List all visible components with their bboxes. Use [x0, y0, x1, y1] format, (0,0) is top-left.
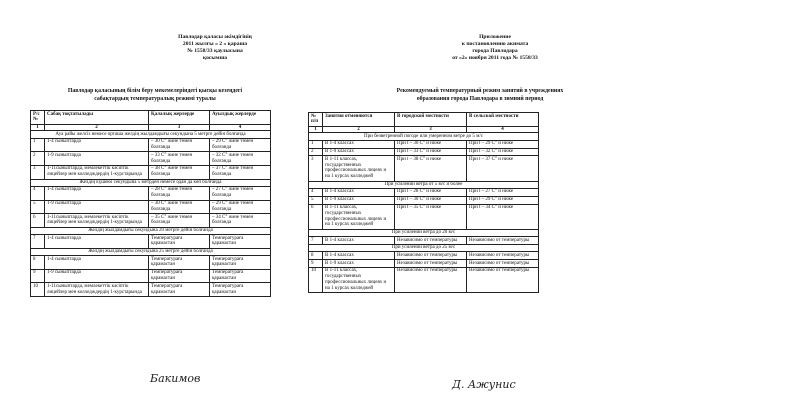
grade-group: 1-4 сыныптарда: [45, 186, 149, 200]
city-threshold: Температураға қарамастан: [149, 269, 210, 283]
section-row: [309, 181, 539, 188]
header-row: [309, 113, 539, 127]
row-number: 4: [31, 186, 45, 200]
column-number: 3: [395, 126, 467, 133]
column-number: 2: [45, 124, 149, 131]
rural-threshold: Независимо от температуры: [467, 237, 539, 245]
ru-header-line: города Павлодара: [472, 48, 518, 54]
grade-group: В 1-4 классах: [323, 188, 395, 196]
column-header: № п/п: [309, 113, 323, 127]
rural-threshold: Температураға қарамастан: [210, 283, 271, 297]
section-row: [31, 179, 271, 186]
column-number-row: [309, 126, 539, 133]
grade-group: В 1-4 классах: [323, 252, 395, 260]
city-threshold: – 30 С° және төмен болғанда: [149, 200, 210, 214]
rural-threshold: – 32 С° және төмен болғанда: [210, 152, 271, 166]
section-title: Желдің жылдамдығы секундына 20 метрге дейін болғанда: [31, 227, 271, 234]
row-number: 9: [309, 260, 323, 268]
row-number: 8: [309, 252, 323, 260]
grade-group: В 1-9 классах: [323, 148, 395, 156]
kz-header-line: 2011 жылғы « 2 » қараша: [182, 41, 248, 47]
column-number: 3: [149, 124, 210, 131]
grade-group: В 1-9 классах: [323, 196, 395, 204]
rural-threshold: При t – 29 С° и ниже: [467, 196, 539, 204]
city-threshold: Температураға қарамастан: [149, 256, 210, 270]
column-number: 2: [323, 126, 395, 133]
city-threshold: Независимо от температуры: [395, 260, 467, 268]
table-row: [31, 256, 271, 270]
section-row: [309, 244, 539, 251]
section-title: Желдің жылдамдығы секундына 25 метрге дейін болғанда: [31, 248, 271, 255]
grade-group: 1-11сыныптарда, мемлекеттік кәсіптік лицейлер мен колледждердің 1-курстарында: [45, 283, 149, 297]
table-row: [309, 204, 539, 229]
rural-threshold: – 37 С° және төмен болғанда: [210, 165, 271, 179]
city-threshold: При t – 33 С° и ниже: [395, 148, 467, 156]
row-number: 6: [31, 214, 45, 228]
section-row: [309, 229, 539, 236]
ru-signature: Д. Ажунис: [452, 378, 516, 391]
column-number: 1: [309, 126, 323, 133]
row-number: 2: [31, 152, 45, 166]
column-number: 1: [31, 124, 45, 131]
city-threshold: – 35 С° және төмен болғанда: [149, 214, 210, 228]
column-number: 4: [467, 126, 539, 133]
kz-temperature-table: [30, 110, 271, 297]
rural-threshold: Независимо от температуры: [467, 267, 539, 292]
ru-header-line: Приложение: [479, 34, 511, 40]
city-threshold: При t – 38 С° и ниже: [395, 156, 467, 181]
city-threshold: При t – 28 С° и ниже: [395, 188, 467, 196]
table-row: [31, 283, 271, 297]
table-row: [31, 186, 271, 200]
rural-threshold: Температураға қарамастан: [210, 235, 271, 249]
kz-appendix-header: [150, 34, 280, 62]
row-number: 5: [31, 200, 45, 214]
column-number-row: [31, 124, 271, 131]
city-threshold: Независимо от температуры: [395, 237, 467, 245]
ru-document-title: Рекомендуемый температурный режим занятий в учреждениях образования города Павлодара в зимний период: [396, 88, 564, 102]
row-number: 6: [309, 204, 323, 229]
table-row: [309, 252, 539, 260]
column-header: Занятия отменяются: [323, 113, 395, 127]
kz-header-line: Павлодар қаласы әкімдігінің: [178, 34, 252, 40]
grade-group: 1-9 сыныптарда: [45, 269, 149, 283]
table-row: [309, 156, 539, 181]
section-title: Желдің күшеюі секундына 5 метрден немесе одан да көп болғанда: [31, 179, 271, 186]
table-row: [309, 267, 539, 292]
city-threshold: – 38 С° және төмен болғанда: [149, 165, 210, 179]
ru-header-line: к постановлению акимата: [461, 41, 529, 47]
rural-threshold: При t – 34 С° и ниже: [467, 204, 539, 229]
row-number: 1: [309, 140, 323, 148]
section-title: При безветренной погоде или умеренном ветре до 5 м/с: [309, 133, 539, 140]
row-number: 1: [31, 138, 45, 152]
grade-group: В 1-11 классах, государственных профессиональных лицеях и на 1 курсах колледжей: [323, 156, 395, 181]
row-number: 9: [31, 269, 45, 283]
row-number: 3: [309, 156, 323, 181]
grade-group: В 1-4 классах: [323, 237, 395, 245]
section-row: [309, 133, 539, 140]
city-threshold: Независимо от температуры: [395, 252, 467, 260]
row-number: 4: [309, 188, 323, 196]
grade-group: 1-4 сыныптарда: [45, 256, 149, 270]
grade-group: В 1-4 классах: [323, 140, 395, 148]
table-row: [309, 237, 539, 245]
rural-threshold: Независимо от температуры: [467, 252, 539, 260]
kz-document-title: Павлодар қаласының білім беру мекемелеріндегі қысқы кезеңдегі сабақтардың температуралық режимі туралы: [67, 88, 243, 102]
ru-appendix-header: [420, 34, 570, 62]
rural-threshold: При t – 32 С° и ниже: [467, 148, 539, 156]
table-row: [31, 152, 271, 166]
column-header: В городской местности: [395, 113, 467, 127]
city-threshold: При t – 35 С° и ниже: [395, 204, 467, 229]
table-row: [309, 260, 539, 268]
rural-threshold: Температураға қарамастан: [210, 256, 271, 270]
column-header: Ауылдық жерлерде: [210, 111, 271, 125]
city-threshold: Независимо от температуры: [395, 267, 467, 292]
rural-threshold: При t – 37 С° и ниже: [467, 156, 539, 181]
section-title: При усилении ветра до 25 м/с: [309, 244, 539, 251]
grade-group: 1-4 сыныптарда: [45, 235, 149, 249]
header-row: [31, 111, 271, 125]
table-row: [31, 235, 271, 249]
row-number: 7: [31, 235, 45, 249]
city-threshold: – 28 С° және төмен болғанда: [149, 186, 210, 200]
table-row: [309, 196, 539, 204]
column-header: В сельской местности: [467, 113, 539, 127]
grade-group: В 1-11 классах, государственных профессиональных лицеях и на 1 курсах колледжей: [323, 267, 395, 292]
column-header: Сабақ тоқтатылады: [45, 111, 149, 125]
column-header: Қалалық жерлерде: [149, 111, 210, 125]
rural-threshold: При t – 27 С° и ниже: [467, 188, 539, 196]
table-row: [31, 138, 271, 152]
rural-threshold: – 34 С° және төмен болғанда: [210, 214, 271, 228]
ru-temperature-table: [308, 112, 539, 293]
kz-signature: Бакимов: [150, 372, 201, 385]
kz-header-line: № 1558/33 қаулысына: [187, 48, 243, 54]
rural-threshold: – 29 С° және төмен болғанда: [210, 138, 271, 152]
table-row: [309, 188, 539, 196]
row-number: 8: [31, 256, 45, 270]
table-row: [31, 214, 271, 228]
column-number: 4: [210, 124, 271, 131]
section-row: [31, 131, 271, 138]
section-title: При усилении ветра до 20 м/с: [309, 229, 539, 236]
city-threshold: – 30 С° және төмен болғанда: [149, 138, 210, 152]
grade-group: В 1-11 классах, государственных профессиональных лицеях и на 1 курсах колледжей: [323, 204, 395, 229]
grade-group: 1-11сыныптарда, мемлекеттік кәсіптік лицейлер мен колледждердің 1-курстарында: [45, 165, 149, 179]
row-number: 2: [309, 148, 323, 156]
table-row: [31, 165, 271, 179]
row-number: 10: [309, 267, 323, 292]
rural-threshold: – 29 С° және төмен болғанда: [210, 200, 271, 214]
table-row: [31, 269, 271, 283]
rural-threshold: Температураға қарамастан: [210, 269, 271, 283]
row-number: 10: [31, 283, 45, 297]
kz-header-line: қосымша: [202, 55, 228, 61]
grade-group: 1-4 сыныптарда: [45, 138, 149, 152]
table-row: [309, 148, 539, 156]
grade-group: В 1-9 классах: [323, 260, 395, 268]
grade-group: 1-9 сыныптарда: [45, 152, 149, 166]
grade-group: 1-9 сыныптарда: [45, 200, 149, 214]
city-threshold: При t – 30 С° и ниже: [395, 140, 467, 148]
section-title: При усилении ветра от 5 м/с и более: [309, 181, 539, 188]
section-row: [31, 248, 271, 255]
table-row: [31, 200, 271, 214]
rural-threshold: Независимо от температуры: [467, 260, 539, 268]
russian-page: [311, 0, 800, 406]
rural-threshold: При t – 29 С° и ниже: [467, 140, 539, 148]
row-number: 3: [31, 165, 45, 179]
city-threshold: Температураға қарамастан: [149, 283, 210, 297]
city-threshold: Температураға қарамастан: [149, 235, 210, 249]
city-threshold: При t – 30 С° и ниже: [395, 196, 467, 204]
section-row: [31, 227, 271, 234]
column-header: Р/с №: [31, 111, 45, 125]
row-number: 5: [309, 196, 323, 204]
table-row: [309, 140, 539, 148]
section-title: Ауа райы желсіз немесе орташа желдің жылдамдығы секундына 5 метрге дейін болғанда: [31, 131, 271, 138]
rural-threshold: – 27 С° және төмен болғанда: [210, 186, 271, 200]
grade-group: 1-11сыныптарда, мемлекеттік кәсіптік лицейлер мен колледждердің 1-курстарында: [45, 214, 149, 228]
city-threshold: – 33 С° және төмен болғанда: [149, 152, 210, 166]
row-number: 7: [309, 237, 323, 245]
ru-header-line: от «2» ноября 2011 года № 1558/33: [452, 55, 538, 61]
